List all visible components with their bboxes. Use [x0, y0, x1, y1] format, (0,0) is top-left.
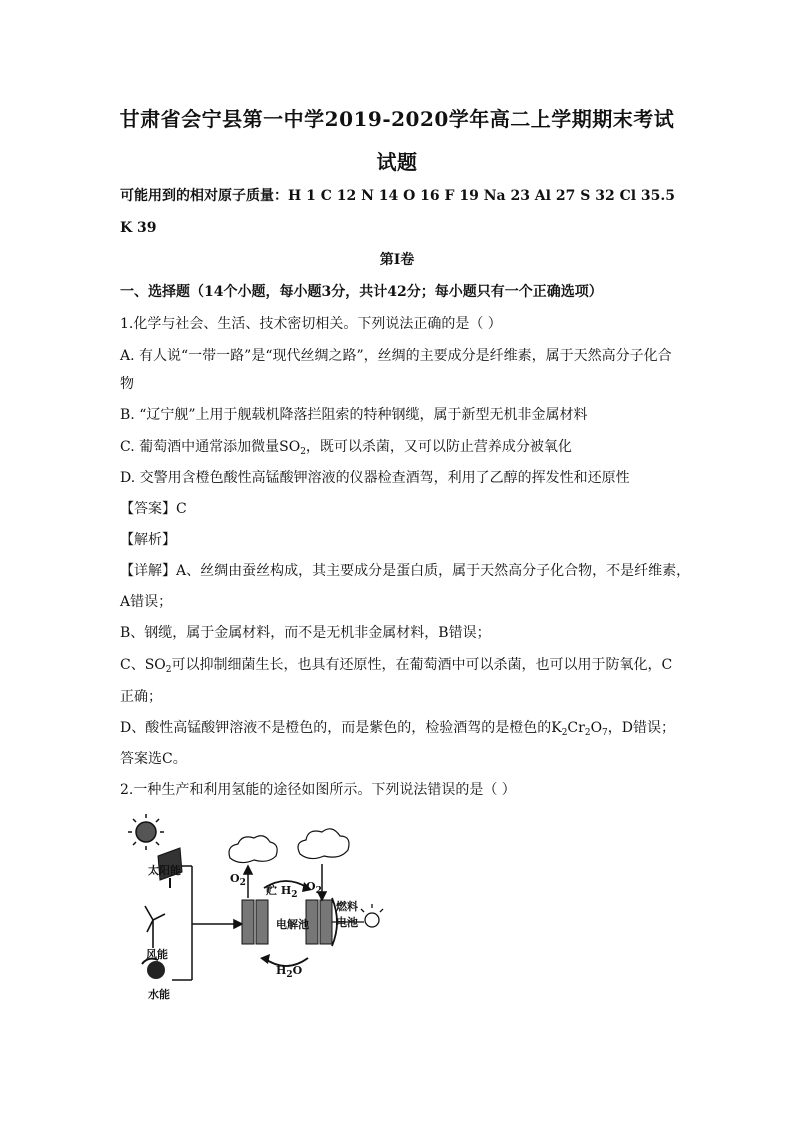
subscript: 2 — [315, 886, 322, 896]
o2-text: O — [306, 880, 316, 893]
subscript: 2 — [584, 728, 591, 738]
detail-c-text-end: 可以抑制细菌生长，也具有还原性，在葡萄酒中可以杀菌，也可以用于防氧化，C — [171, 657, 673, 673]
water-label — [276, 964, 303, 980]
fuel-cell-icon — [306, 900, 332, 944]
detail-b: B、钢缆，属于金属材料，而不是无机非金属材料，B错误； — [120, 625, 491, 641]
document-title: 甘肃省会宁县第一中学2019-2020学年高二上学期期末考试 — [119, 107, 675, 131]
store-hydrogen-label — [266, 882, 298, 898]
detail-a: 【详解】A、丝绸由蚕丝构成，其主要成分是蛋白质，属于天然高分子化合物，不是纤维素， — [120, 563, 691, 579]
detail-c — [120, 655, 672, 675]
o2-text: O — [230, 872, 240, 885]
detail-c-continued: 正确； — [120, 689, 162, 705]
electrolysis-label: 电解池 — [276, 918, 309, 931]
question-1-option-c — [120, 437, 572, 457]
store-h2-text: 贮 H — [266, 884, 292, 897]
detail-d-text: O — [590, 720, 603, 736]
cloud-icon — [298, 829, 349, 859]
conclusion: 答案选C。 — [120, 751, 187, 767]
subscript: 7 — [602, 728, 608, 738]
oxygen-right-label — [306, 880, 322, 896]
volume-heading: 第Ⅰ卷 — [379, 252, 415, 268]
hydro-energy-label: 水能 — [148, 988, 170, 1001]
detail-a-continued: A错误； — [120, 594, 173, 610]
subscript: 2 — [286, 970, 293, 980]
electrolysis-cell-icon — [242, 900, 268, 944]
detail-d-text: Cr — [567, 720, 585, 736]
question-1-option-d: D. 交警用含橙色酸性高锰酸钾溶液的仪器检查酒驾，利用了乙醇的挥发性和还原性 — [120, 470, 630, 486]
detail-c-text: C、SO — [120, 657, 166, 673]
water-text-end: O — [292, 964, 303, 977]
analysis-label: 【解析】 — [120, 532, 176, 548]
subscript: 2 — [239, 878, 246, 888]
subscript: 2 — [291, 890, 298, 900]
detail-d-text-end: ，D错误； — [607, 720, 676, 736]
wind-energy-label: 风能 — [146, 948, 168, 961]
option-c-text: C. 葡萄酒中通常添加微量SO — [120, 439, 301, 455]
solar-energy-label: 太阳能 — [148, 864, 181, 877]
detail-d-text: D、酸性高锰酸钾溶液不是橙色的，而是紫色的，检验酒驾的是橙色的K — [120, 720, 562, 736]
section-heading: 一、选择题（14个小题，每小题3分，共计42分；每小题只有一个正确选项） — [120, 284, 603, 300]
cloud-icon — [229, 836, 277, 863]
question-1-stem: 1.化学与社会、生活、技术密切相关。下列说法正确的是（ ） — [120, 316, 502, 332]
subscript: 2 — [561, 728, 568, 738]
water-text: H — [276, 964, 287, 977]
hydrogen-energy-diagram — [118, 808, 388, 1008]
subscript: 2 — [165, 665, 172, 675]
answer-label: 【答案】C — [120, 501, 187, 517]
document-title-continued: 试题 — [376, 150, 418, 174]
atomic-masses-line-2: K 39 — [120, 220, 157, 236]
subscript: 2 — [300, 447, 306, 457]
oxygen-left-label — [230, 872, 246, 888]
sun-icon — [128, 814, 164, 850]
question-1-option-b: B. “辽宁舰”上用于舰载机降落拦阻索的特种钢缆，属于新型无机非金属材料 — [120, 407, 588, 423]
question-1-option-a-continued: 物 — [120, 376, 134, 392]
question-1-option-a: A. 有人说“一带一路”是“现代丝绸之路”，丝绸的主要成分是纤维素，属于天然高分子化合 — [120, 348, 672, 364]
fuel-cell-label-2: 电池 — [336, 916, 358, 929]
question-2-stem: 2.一种生产和利用氢能的途径如图所示。下列说法错误的是（ ） — [120, 782, 516, 798]
wind-turbine-icon — [145, 906, 165, 948]
option-c-text-end: ，既可以杀菌，又可以防止营养成分被氧化 — [305, 439, 572, 455]
fuel-cell-label-1: 燃料 — [336, 900, 358, 913]
detail-d — [120, 718, 675, 738]
atomic-masses-line: 可能用到的相对原子质量：H 1 C 12 N 14 O 16 F 19 Na 23 Al 27 S 32 Cl 35.5 — [120, 188, 675, 204]
